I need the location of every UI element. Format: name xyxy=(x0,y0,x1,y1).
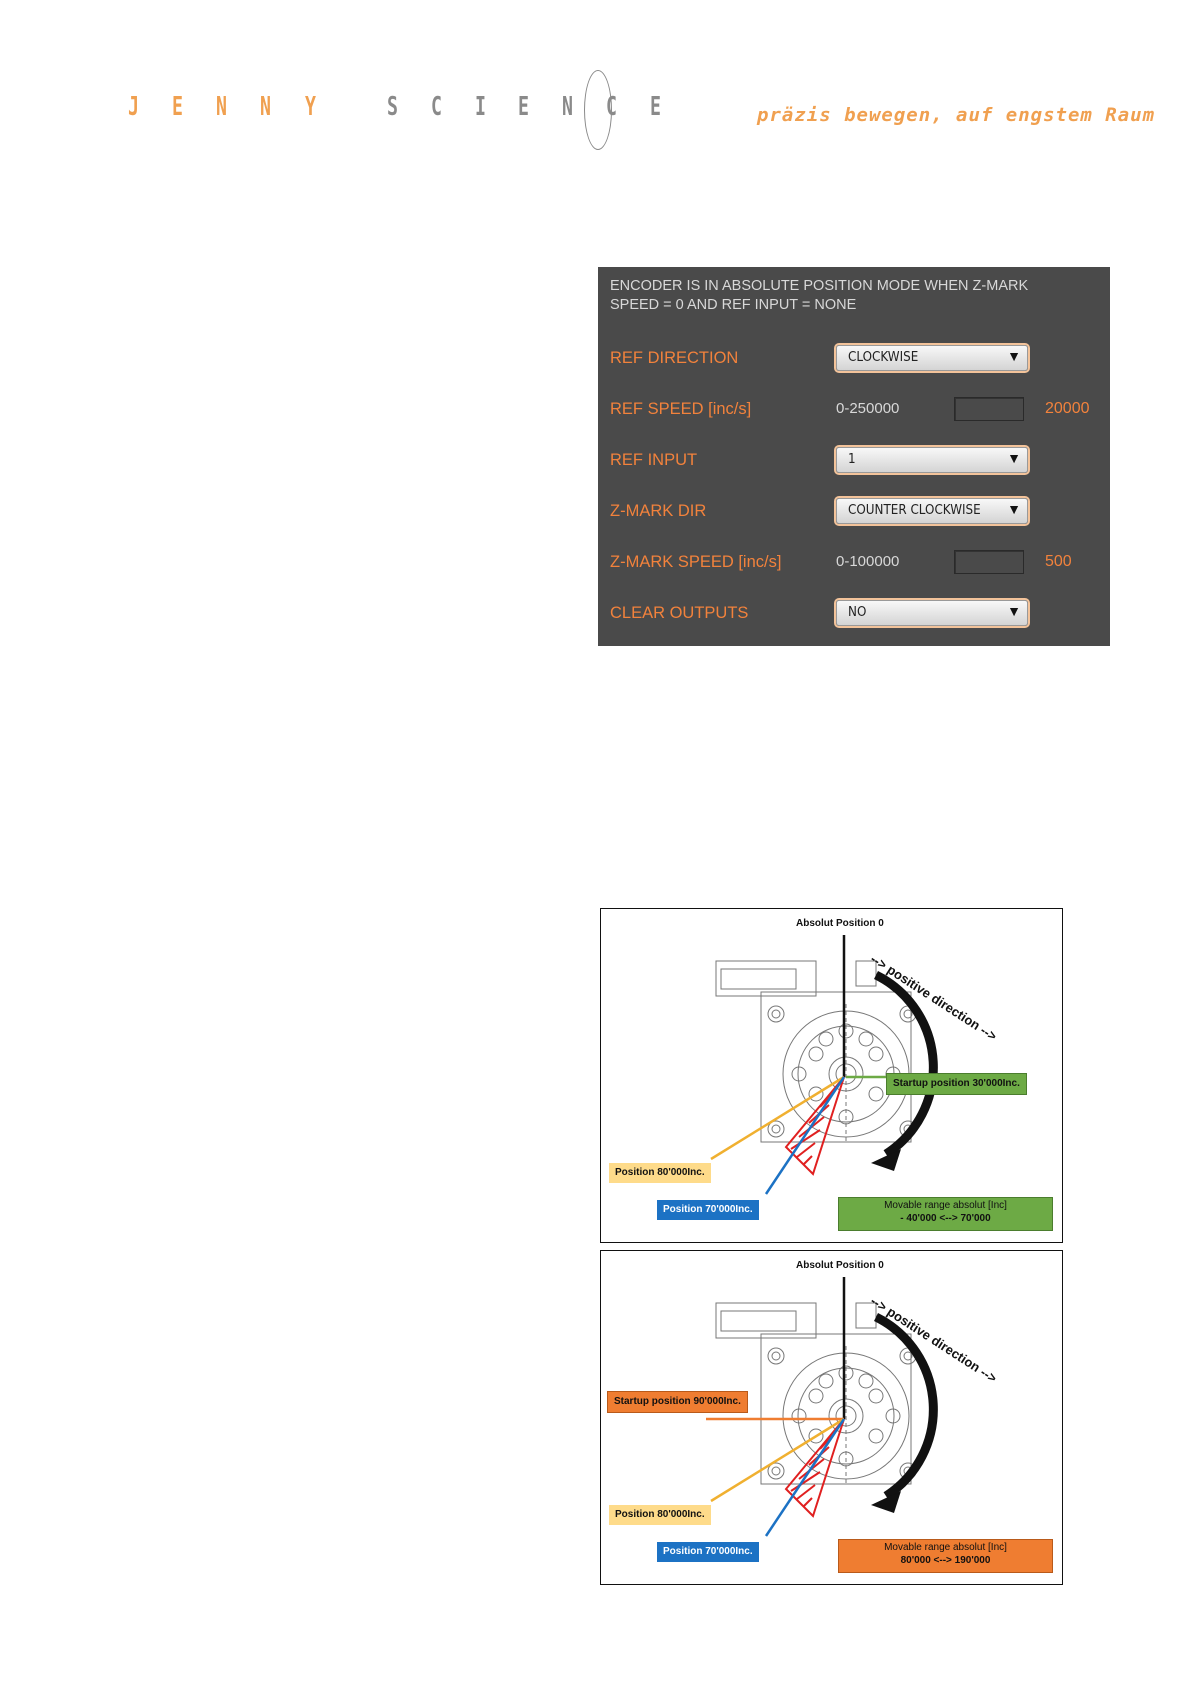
brand-letter: N xyxy=(216,92,227,122)
startup-position-tag: Startup position 30'000Inc. xyxy=(886,1073,1027,1095)
movable-range-label: Movable range absolut [Inc] xyxy=(884,1542,1007,1553)
z-mark-speed-range: 0-100000 xyxy=(836,553,900,570)
ref-speed-range: 0-250000 xyxy=(836,400,900,417)
position-80000-tag: Position 80'000Inc. xyxy=(609,1163,711,1183)
select-value: 1 xyxy=(848,452,856,467)
dropdown-arrow-icon: ▼ xyxy=(1007,603,1021,619)
position-diagram-1 xyxy=(600,908,1063,1243)
movable-range-box xyxy=(838,1539,1053,1573)
position-70000-tag: Position 70'000Inc. xyxy=(657,1542,759,1562)
brand-letter: C xyxy=(431,92,442,122)
brand-letter: I xyxy=(475,92,486,122)
z-mark-speed-label: Z-MARK SPEED [inc/s] xyxy=(610,553,782,571)
brand-letter: N xyxy=(260,92,271,122)
brand-letter: E xyxy=(650,92,661,122)
z-mark-speed-value: 500 xyxy=(1045,553,1072,570)
z-mark-dir-label: Z-MARK DIR xyxy=(610,502,707,520)
position-70000-tag: Position 70'000Inc. xyxy=(657,1200,759,1220)
direction-label: --> positive direction --> xyxy=(867,1293,1000,1386)
select-value: CLOCKWISE xyxy=(848,350,919,365)
brand-letter: S xyxy=(387,92,398,122)
brand-letter: Y xyxy=(305,92,316,122)
brand-letter: E xyxy=(518,92,529,122)
brand-letter: N xyxy=(562,92,573,122)
brand-letter: E xyxy=(172,92,183,122)
dropdown-arrow-icon: ▼ xyxy=(1007,501,1021,517)
rotary-stage-drawing xyxy=(601,1251,1062,1584)
clear-outputs-label: CLEAR OUTPUTS xyxy=(610,604,749,622)
movable-range-box xyxy=(838,1197,1053,1231)
ref-direction-label: REF DIRECTION xyxy=(610,349,739,367)
dropdown-arrow-icon: ▼ xyxy=(1007,348,1021,364)
figure-title: Absolut Position 0 xyxy=(796,918,884,929)
startup-position-tag: Startup position 90'000Inc. xyxy=(607,1391,748,1413)
movable-range-label: Movable range absolut [Inc] xyxy=(884,1200,1007,1211)
ref-input-select[interactable] xyxy=(836,447,1028,473)
select-value: NO xyxy=(848,605,867,620)
dropdown-arrow-icon: ▼ xyxy=(1007,450,1021,466)
position-80000-tag: Position 80'000Inc. xyxy=(609,1505,711,1525)
movable-range-value: 80'000 <--> 190'000 xyxy=(900,1555,991,1566)
brand-ring-icon xyxy=(584,70,612,150)
reference-settings-panel xyxy=(598,267,1110,646)
ref-speed-label: REF SPEED [inc/s] xyxy=(610,400,752,418)
z-mark-dir-select[interactable] xyxy=(836,498,1028,524)
panel-note: ENCODER IS IN ABSOLUTE POSITION MODE WHEN Z-MARK SPEED = 0 AND REF INPUT = NONE xyxy=(610,278,1029,313)
tagline: präzis bewegen, auf engstem Raum xyxy=(757,104,1156,126)
clear-outputs-select[interactable] xyxy=(836,600,1028,626)
select-value: COUNTER CLOCKWISE xyxy=(848,503,981,518)
movable-range-value: - 40'000 <--> 70'000 xyxy=(900,1213,991,1224)
brand-letter: J xyxy=(128,92,139,122)
z-mark-speed-input[interactable] xyxy=(954,550,1024,574)
position-diagram-2 xyxy=(600,1250,1063,1585)
brand-letter: C xyxy=(606,92,617,122)
direction-label: --> positive direction --> xyxy=(867,951,1000,1044)
ref-speed-value: 20000 xyxy=(1045,400,1090,417)
ref-direction-select[interactable] xyxy=(836,345,1028,371)
ref-speed-input[interactable] xyxy=(954,397,1024,421)
figure-title: Absolut Position 0 xyxy=(796,1260,884,1271)
ref-input-label: REF INPUT xyxy=(610,451,698,469)
